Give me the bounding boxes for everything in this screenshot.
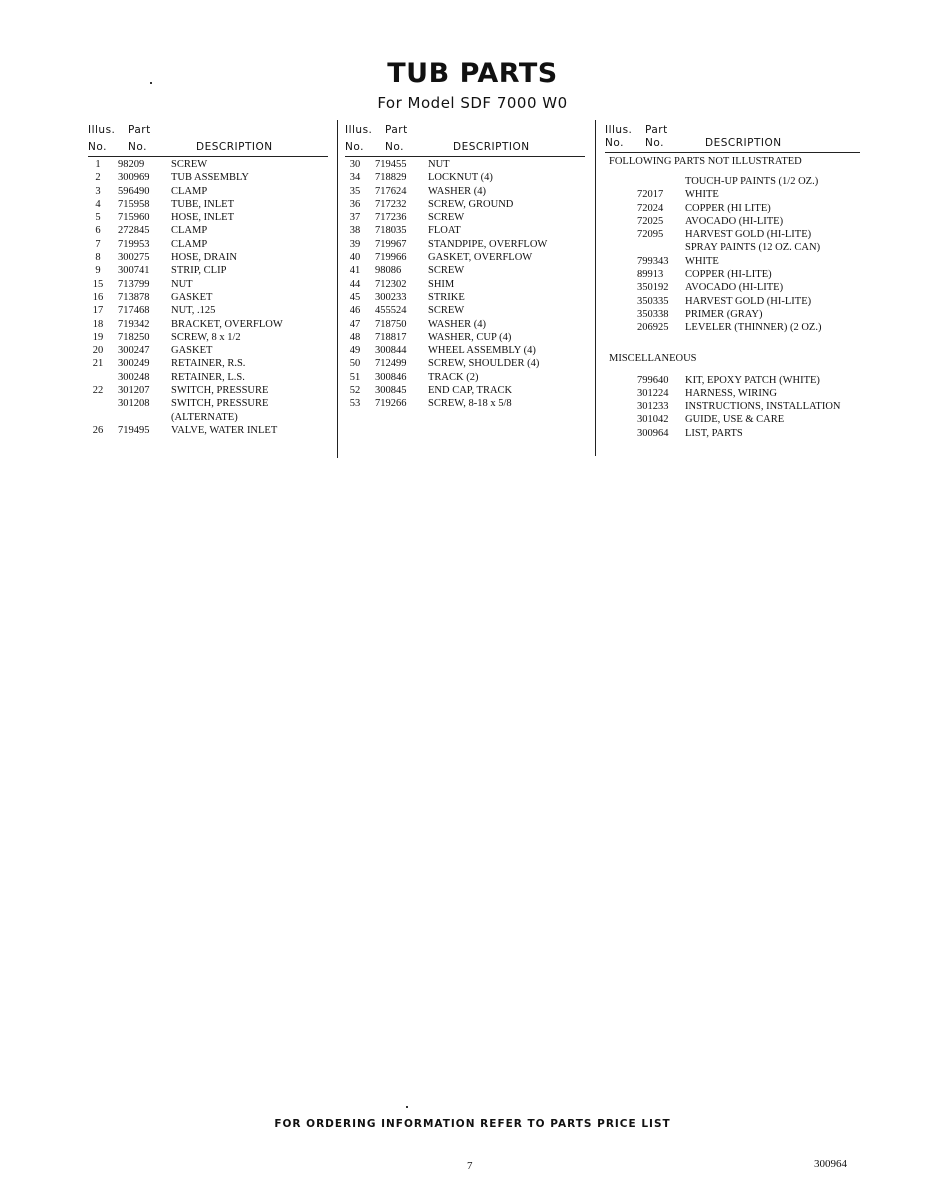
parts-list-2 bbox=[345, 159, 585, 412]
illus-number: 9 bbox=[95, 265, 101, 277]
touchup-label: TOUCH-UP PAINTS (1/2 OZ.) bbox=[685, 176, 819, 187]
illus-number: 38 bbox=[349, 225, 361, 237]
table-row bbox=[345, 372, 585, 385]
illus-number: 17 bbox=[92, 305, 104, 317]
table-row bbox=[605, 322, 860, 335]
header-description: DESCRIPTION bbox=[453, 141, 530, 153]
part-description: GASKET, OVERFLOW bbox=[428, 252, 533, 264]
table-row bbox=[88, 305, 328, 318]
part-description: STRIKE bbox=[428, 291, 465, 303]
document-number: 300964 bbox=[814, 1158, 847, 1170]
page-subtitle: For Model SDF 7000 W0 bbox=[377, 94, 568, 112]
illus-number: 51 bbox=[349, 371, 361, 383]
illus-number: 45 bbox=[349, 291, 361, 303]
header-illus-no: No. bbox=[605, 137, 624, 149]
spray-list bbox=[605, 256, 860, 336]
part-number: 350338 bbox=[637, 308, 669, 320]
part-number: 300845 bbox=[375, 385, 407, 397]
part-description: TUBE, INLET bbox=[171, 198, 234, 210]
part-description: WASHER (4) bbox=[428, 185, 487, 197]
illus-number: 44 bbox=[349, 278, 361, 290]
header-part-no: No. bbox=[128, 141, 147, 153]
header-part: Part bbox=[128, 124, 151, 136]
part-number: 799640 bbox=[637, 374, 669, 386]
part-description: SCREW, 8 x 1/2 bbox=[171, 331, 241, 343]
part-description: GUIDE, USE & CARE bbox=[685, 414, 785, 426]
part-description: NUT bbox=[171, 278, 193, 290]
part-number: 717468 bbox=[118, 305, 150, 317]
part-description: CLAMP bbox=[171, 225, 208, 237]
part-description: HARVEST GOLD (HI-LITE) bbox=[685, 229, 812, 241]
part-description: SWITCH, PRESSURE bbox=[171, 385, 269, 397]
table-row bbox=[88, 265, 328, 278]
table-row bbox=[605, 269, 860, 282]
part-description: GASKET bbox=[171, 345, 213, 357]
header-part-no: No. bbox=[645, 137, 664, 149]
illus-number: 37 bbox=[349, 212, 361, 224]
illus-number: 36 bbox=[349, 198, 361, 210]
part-description: HOSE, INLET bbox=[171, 212, 234, 224]
part-number: 98209 bbox=[118, 159, 145, 170]
part-description: HOSE, DRAIN bbox=[171, 252, 237, 264]
table-row bbox=[605, 428, 860, 441]
illus-number: 50 bbox=[349, 358, 361, 370]
part-number: 206925 bbox=[637, 322, 669, 334]
table-row bbox=[88, 412, 328, 425]
spray-label: SPRAY PAINTS (12 OZ. CAN) bbox=[685, 242, 821, 254]
header-description: DESCRIPTION bbox=[705, 137, 782, 149]
table-row bbox=[345, 345, 585, 358]
illus-number: 41 bbox=[349, 265, 361, 277]
part-description: GASKET bbox=[171, 291, 213, 303]
part-description: COPPER (HI LITE) bbox=[685, 202, 771, 214]
part-number: 718817 bbox=[375, 331, 407, 343]
part-number: 350192 bbox=[637, 282, 669, 294]
column-header bbox=[345, 120, 585, 156]
table-row bbox=[88, 385, 328, 398]
part-description: (ALTERNATE) bbox=[171, 411, 238, 423]
table-row bbox=[88, 358, 328, 371]
part-description: COPPER (HI-LITE) bbox=[685, 269, 772, 281]
illus-number: 47 bbox=[349, 318, 361, 330]
part-number: 300741 bbox=[118, 265, 150, 277]
illus-number: 34 bbox=[349, 172, 361, 184]
table-row bbox=[605, 189, 860, 202]
table-row bbox=[88, 159, 328, 172]
part-description: SCREW, SHOULDER (4) bbox=[428, 358, 540, 370]
illus-number: 6 bbox=[95, 225, 101, 237]
table-row bbox=[345, 358, 585, 371]
header-illus: Illus. bbox=[88, 124, 116, 136]
column-divider-1 bbox=[337, 120, 338, 458]
table-row bbox=[345, 398, 585, 411]
part-number: 300964 bbox=[637, 427, 669, 439]
table-row bbox=[345, 159, 585, 172]
part-description: HARNESS, WIRING bbox=[685, 387, 777, 399]
part-number: 350335 bbox=[637, 295, 669, 307]
part-number: 718035 bbox=[375, 225, 407, 237]
table-row bbox=[605, 203, 860, 216]
header-part: Part bbox=[385, 124, 408, 136]
parts-column-2 bbox=[345, 120, 585, 412]
table-row bbox=[345, 172, 585, 185]
table-row bbox=[345, 305, 585, 318]
illus-number: 48 bbox=[349, 331, 361, 343]
part-number: 300969 bbox=[118, 172, 150, 184]
spray-label-row bbox=[605, 242, 860, 255]
part-number: 301208 bbox=[118, 398, 150, 410]
part-number: 301224 bbox=[637, 387, 669, 399]
illus-number: 8 bbox=[95, 252, 101, 264]
part-number: 799343 bbox=[637, 255, 669, 267]
header-illus: Illus. bbox=[605, 124, 633, 136]
part-description: RETAINER, R.S. bbox=[171, 358, 246, 370]
part-description: CLAMP bbox=[171, 238, 208, 250]
part-number: 72024 bbox=[637, 202, 664, 214]
column-header bbox=[88, 120, 328, 156]
part-description: TUB ASSEMBLY bbox=[171, 172, 250, 184]
speck bbox=[150, 82, 152, 84]
page-title: TUB PARTS bbox=[387, 58, 558, 89]
illus-number: 2 bbox=[95, 172, 101, 184]
table-row bbox=[605, 375, 860, 388]
illus-number: 19 bbox=[92, 331, 104, 343]
part-number: 98086 bbox=[375, 265, 402, 277]
part-description: SCREW bbox=[171, 159, 208, 170]
part-number: 89913 bbox=[637, 269, 664, 281]
ordering-note: FOR ORDERING INFORMATION REFER TO PARTS PRICE LIST bbox=[274, 1118, 671, 1130]
part-number: 300233 bbox=[375, 291, 407, 303]
part-description: STRIP, CLIP bbox=[171, 265, 227, 277]
header-rule bbox=[605, 152, 860, 153]
header-description: DESCRIPTION bbox=[196, 141, 273, 153]
table-row bbox=[345, 265, 585, 278]
part-number: 713878 bbox=[118, 291, 150, 303]
table-row bbox=[345, 279, 585, 292]
part-description: WASHER, CUP (4) bbox=[428, 331, 512, 343]
part-number: 300247 bbox=[118, 345, 150, 357]
illus-number: 21 bbox=[92, 358, 104, 370]
part-description: AVOCADO (HI-LITE) bbox=[685, 282, 784, 294]
table-row bbox=[88, 172, 328, 185]
table-row bbox=[605, 256, 860, 269]
part-description: SCREW, 8-18 x 5/8 bbox=[428, 398, 512, 410]
part-number: 717236 bbox=[375, 212, 407, 224]
illus-number: 46 bbox=[349, 305, 361, 317]
part-number: 718829 bbox=[375, 172, 407, 184]
part-description: SCREW bbox=[428, 265, 465, 277]
part-description: KIT, EPOXY PATCH (WHITE) bbox=[685, 374, 820, 386]
misc-list bbox=[605, 375, 860, 441]
illus-number: 18 bbox=[92, 318, 104, 330]
illus-number: 30 bbox=[349, 159, 361, 170]
table-row bbox=[345, 319, 585, 332]
part-number: 719966 bbox=[375, 252, 407, 264]
table-row bbox=[345, 225, 585, 238]
part-description: CLAMP bbox=[171, 185, 208, 197]
part-description: STANDPIPE, OVERFLOW bbox=[428, 238, 548, 250]
part-description: SWITCH, PRESSURE bbox=[171, 398, 269, 410]
table-row bbox=[88, 345, 328, 358]
table-row bbox=[88, 239, 328, 252]
table-row bbox=[605, 229, 860, 242]
table-row bbox=[345, 292, 585, 305]
table-row bbox=[88, 319, 328, 332]
part-number: 717624 bbox=[375, 185, 407, 197]
illus-number: 53 bbox=[349, 398, 361, 410]
part-description: PRIMER (GRAY) bbox=[685, 308, 763, 320]
part-number: 300249 bbox=[118, 358, 150, 370]
table-row bbox=[345, 252, 585, 265]
part-description: WASHER (4) bbox=[428, 318, 487, 330]
part-number: 712302 bbox=[375, 278, 407, 290]
table-row bbox=[605, 309, 860, 322]
illus-number: 22 bbox=[92, 385, 104, 397]
part-number: 72095 bbox=[637, 229, 664, 241]
table-row bbox=[605, 216, 860, 229]
table-row bbox=[88, 292, 328, 305]
part-number: 272845 bbox=[118, 225, 150, 237]
illus-number: 5 bbox=[95, 212, 101, 224]
part-description: TRACK (2) bbox=[428, 371, 479, 383]
part-number: 300248 bbox=[118, 371, 150, 383]
part-description: VALVE, WATER INLET bbox=[171, 424, 278, 436]
illus-number: 49 bbox=[349, 345, 361, 357]
part-description: WHITE bbox=[685, 189, 719, 201]
parts-column-3 bbox=[605, 120, 860, 441]
table-row bbox=[605, 388, 860, 401]
part-number: 596490 bbox=[118, 185, 150, 197]
part-number: 719953 bbox=[118, 238, 150, 250]
part-number: 715958 bbox=[118, 198, 150, 210]
part-number: 717232 bbox=[375, 198, 407, 210]
table-row bbox=[605, 296, 860, 309]
part-number: 715960 bbox=[118, 212, 150, 224]
illus-number: 52 bbox=[349, 385, 361, 397]
table-row bbox=[88, 252, 328, 265]
part-description: HARVEST GOLD (HI-LITE) bbox=[685, 295, 812, 307]
table-row bbox=[88, 332, 328, 345]
table-row bbox=[88, 372, 328, 385]
table-row bbox=[345, 239, 585, 252]
table-row bbox=[88, 279, 328, 292]
part-description: AVOCADO (HI-LITE) bbox=[685, 215, 784, 227]
part-description: WHEEL ASSEMBLY (4) bbox=[428, 345, 536, 357]
part-number: 713799 bbox=[118, 278, 150, 290]
illus-number: 15 bbox=[92, 278, 104, 290]
speck bbox=[406, 1106, 408, 1108]
header-illus-no: No. bbox=[88, 141, 107, 153]
part-number: 300275 bbox=[118, 252, 150, 264]
table-row bbox=[605, 414, 860, 427]
illus-number: 35 bbox=[349, 185, 361, 197]
section-miscellaneous: MISCELLANEOUS bbox=[609, 352, 697, 364]
illus-number: 39 bbox=[349, 238, 361, 250]
illus-number: 7 bbox=[95, 238, 101, 250]
illus-number: 16 bbox=[92, 291, 104, 303]
header-illus: Illus. bbox=[345, 124, 373, 136]
part-description: RETAINER, L.S. bbox=[171, 371, 245, 383]
part-description: BRACKET, OVERFLOW bbox=[171, 318, 283, 330]
part-number: 719455 bbox=[375, 159, 407, 170]
touchup-list bbox=[605, 189, 860, 242]
column-divider-2 bbox=[595, 120, 596, 456]
header-illus-no: No. bbox=[345, 141, 364, 153]
part-description: FLOAT bbox=[428, 225, 461, 237]
table-row bbox=[345, 186, 585, 199]
part-description: SCREW, GROUND bbox=[428, 198, 514, 210]
table-row bbox=[345, 199, 585, 212]
part-number: 72017 bbox=[637, 189, 664, 201]
table-row bbox=[88, 186, 328, 199]
parts-list-1 bbox=[88, 159, 328, 438]
part-number: 72025 bbox=[637, 215, 664, 227]
part-number: 301042 bbox=[637, 414, 669, 426]
part-description: WHITE bbox=[685, 255, 719, 267]
part-number: 719495 bbox=[118, 424, 150, 436]
table-row bbox=[345, 212, 585, 225]
section-not-illustrated: FOLLOWING PARTS NOT ILLUSTRATED bbox=[609, 156, 802, 167]
part-number: 712499 bbox=[375, 358, 407, 370]
part-description: INSTRUCTIONS, INSTALLATION bbox=[685, 401, 841, 413]
part-number: 300844 bbox=[375, 345, 407, 357]
part-number: 719967 bbox=[375, 238, 407, 250]
header-rule bbox=[345, 156, 585, 157]
part-number: 300846 bbox=[375, 371, 407, 383]
illus-number: 26 bbox=[92, 424, 104, 436]
table-row bbox=[605, 282, 860, 295]
part-number: 455524 bbox=[375, 305, 407, 317]
table-row bbox=[345, 385, 585, 398]
part-description: SCREW bbox=[428, 305, 465, 317]
illus-number: 1 bbox=[95, 159, 101, 170]
part-number: 718250 bbox=[118, 331, 150, 343]
part-number: 301207 bbox=[118, 385, 150, 397]
part-description: LOCKNUT (4) bbox=[428, 172, 493, 184]
touchup-label-row bbox=[605, 176, 860, 189]
part-description: END CAP, TRACK bbox=[428, 385, 513, 397]
part-description: NUT, .125 bbox=[171, 305, 216, 317]
table-row bbox=[88, 212, 328, 225]
part-description: LEVELER (THINNER) (2 OZ.) bbox=[685, 322, 822, 334]
table-row bbox=[88, 199, 328, 212]
table-row bbox=[88, 398, 328, 411]
part-description: NUT bbox=[428, 159, 450, 170]
table-row bbox=[345, 332, 585, 345]
table-row bbox=[605, 401, 860, 414]
illus-number: 20 bbox=[92, 345, 104, 357]
part-description: SHIM bbox=[428, 278, 455, 290]
header-rule bbox=[88, 156, 328, 157]
parts-column-1 bbox=[88, 120, 328, 438]
part-number: 719266 bbox=[375, 398, 407, 410]
header-part: Part bbox=[645, 124, 668, 136]
header-part-no: No. bbox=[385, 141, 404, 153]
part-number: 718750 bbox=[375, 318, 407, 330]
part-description: LIST, PARTS bbox=[685, 427, 743, 439]
part-number: 301233 bbox=[637, 401, 669, 413]
illus-number: 40 bbox=[349, 252, 361, 264]
table-row bbox=[88, 425, 328, 438]
part-description: SCREW bbox=[428, 212, 465, 224]
column-header bbox=[605, 120, 860, 152]
page-number: 7 bbox=[467, 1160, 473, 1172]
illus-number: 4 bbox=[95, 198, 101, 210]
table-row bbox=[88, 225, 328, 238]
part-number: 719342 bbox=[118, 318, 150, 330]
illus-number: 3 bbox=[95, 185, 101, 197]
